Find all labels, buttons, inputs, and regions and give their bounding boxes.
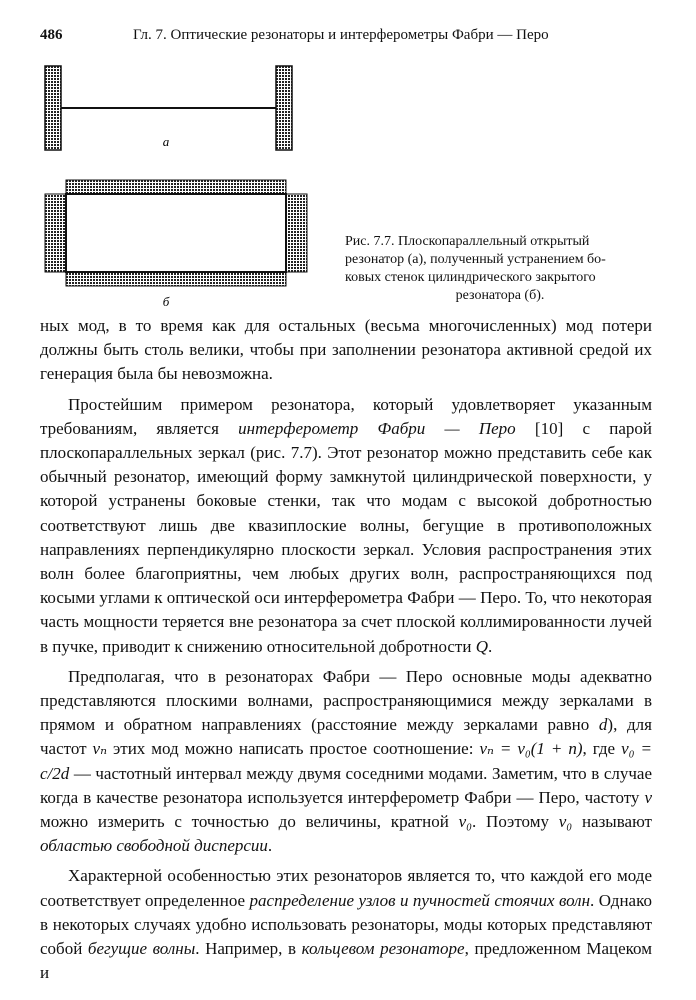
- paragraph: ных мод, в то время как для остальных (весьма многочисленных) мод потери должны быть столь велики, чтобы при заполнении резонатора активной средой их генерация была бы невозможна.: [40, 316, 652, 384]
- text-run: Простейшим примером резонатора, который удовлетворяет указанным требованиям, является: [40, 394, 652, 438]
- text-run: , где: [582, 739, 622, 759]
- text-run: [10] с парой плоскопараллельных зеркал (рис. 7.7). Этот резонатор можно представить себе как обычный резонатор, имеющий форму замкнутой цилиндрической поверхности, у которой устранены боковые стенки, так что модам с высокой добротностью соответствуют лишь две квазиплоские волны, бегущие в противоположных направлениях перпендикулярно плоскости зеркал. Условия распространения этих волн более благоприятны, чем любых других волн, распространяющихся под косыми углами к оптической оси интерферометра Фабри — Перо. То, что некоторая часть мощности теряется вне резонатора за счет плоской коллимированности лучей в пучке, приводит к снижению относительной добротности: [40, 418, 652, 656]
- term-ring-resonator: кольцевом резонаторе: [301, 939, 465, 959]
- paragraph: [40, 864, 652, 985]
- formula-free-spectral-range: ν₀ = c/2d: [40, 739, 653, 783]
- text-run: — частотный интервал между двумя соседними модами. Заметим, что в случае когда в качестве резонатора используется интерферометр Фабри — Перо, частоту: [40, 763, 652, 807]
- text-run: . Например, в: [195, 939, 302, 959]
- term-standing-waves: распределение узлов и пучностей стоячих волн: [249, 890, 591, 910]
- text-run: называют: [572, 812, 652, 832]
- symbol-nu-0: ν₀: [558, 812, 573, 832]
- figure-caption: [345, 233, 655, 305]
- paragraph: [40, 665, 652, 859]
- symbol-q: Q: [475, 636, 488, 656]
- body-text: [40, 314, 652, 985]
- text-run: этих мод можно написать простое соотношение:: [106, 739, 480, 759]
- text-run: можно измерить с точностью до величины, кратной: [40, 812, 459, 832]
- text-run: Характерной особенностью этих резонаторов является то, что каждой его моде соответствует определенное: [40, 866, 652, 910]
- symbol-nu-0: ν₀: [458, 812, 473, 832]
- page-number: 486: [40, 27, 63, 43]
- text-run: Предполагая, что в резонаторах Фабри — Перо основные моды адекватно представляются плоскими волнами, распространяющимися между зеркалами в прямом и обратном направлениях (расстояние между зеркалами равно: [40, 666, 652, 735]
- text-run: . Поэтому: [472, 812, 559, 832]
- text-run: , предложенном Мацеком и: [40, 939, 652, 983]
- cavity-interior: [66, 194, 286, 272]
- caption-line: ковых стенок цилиндрического закрытого: [345, 270, 596, 285]
- bottom-wall: [66, 272, 286, 286]
- text-run: . Однако в некоторых случаях удобно использовать резонаторы, моды которых представляют собой: [40, 890, 652, 959]
- caption-line: резонатор (а), полученный устранением бо-: [345, 252, 606, 267]
- chapter-title: Гл. 7. Оптические резонаторы и интерферометры Фабри — Перо: [133, 27, 549, 43]
- text-run: .: [487, 636, 493, 656]
- term-free-spectral-range: областью свободной дисперсии: [40, 836, 268, 856]
- figure-label-a: а: [162, 134, 170, 149]
- term-traveling-waves: бегущие волны: [87, 939, 196, 959]
- left-wall: [45, 194, 66, 272]
- caption-line: резонатора (б).: [455, 288, 545, 303]
- formula-mode-frequency: νₙ = ν₀(1 + n): [479, 739, 583, 759]
- symbol-d: d: [598, 715, 608, 735]
- text-run: .: [267, 836, 273, 856]
- figure-label-b: б: [162, 294, 170, 309]
- paragraph: [40, 393, 652, 659]
- text-run: ), для частот: [40, 715, 652, 759]
- right-mirror: [276, 66, 292, 150]
- symbol-nu: ν: [644, 787, 652, 807]
- left-mirror: [45, 66, 61, 150]
- right-wall: [286, 194, 307, 272]
- symbol-nu-n: νₙ: [92, 739, 107, 759]
- caption-line: Рис. 7.7. Плоскопараллельный открытый: [345, 234, 590, 249]
- top-wall: [66, 180, 286, 194]
- closed-resonator-diagram: [45, 180, 307, 286]
- term-fabry-perot: интерферометр Фабри — Перо: [238, 418, 516, 438]
